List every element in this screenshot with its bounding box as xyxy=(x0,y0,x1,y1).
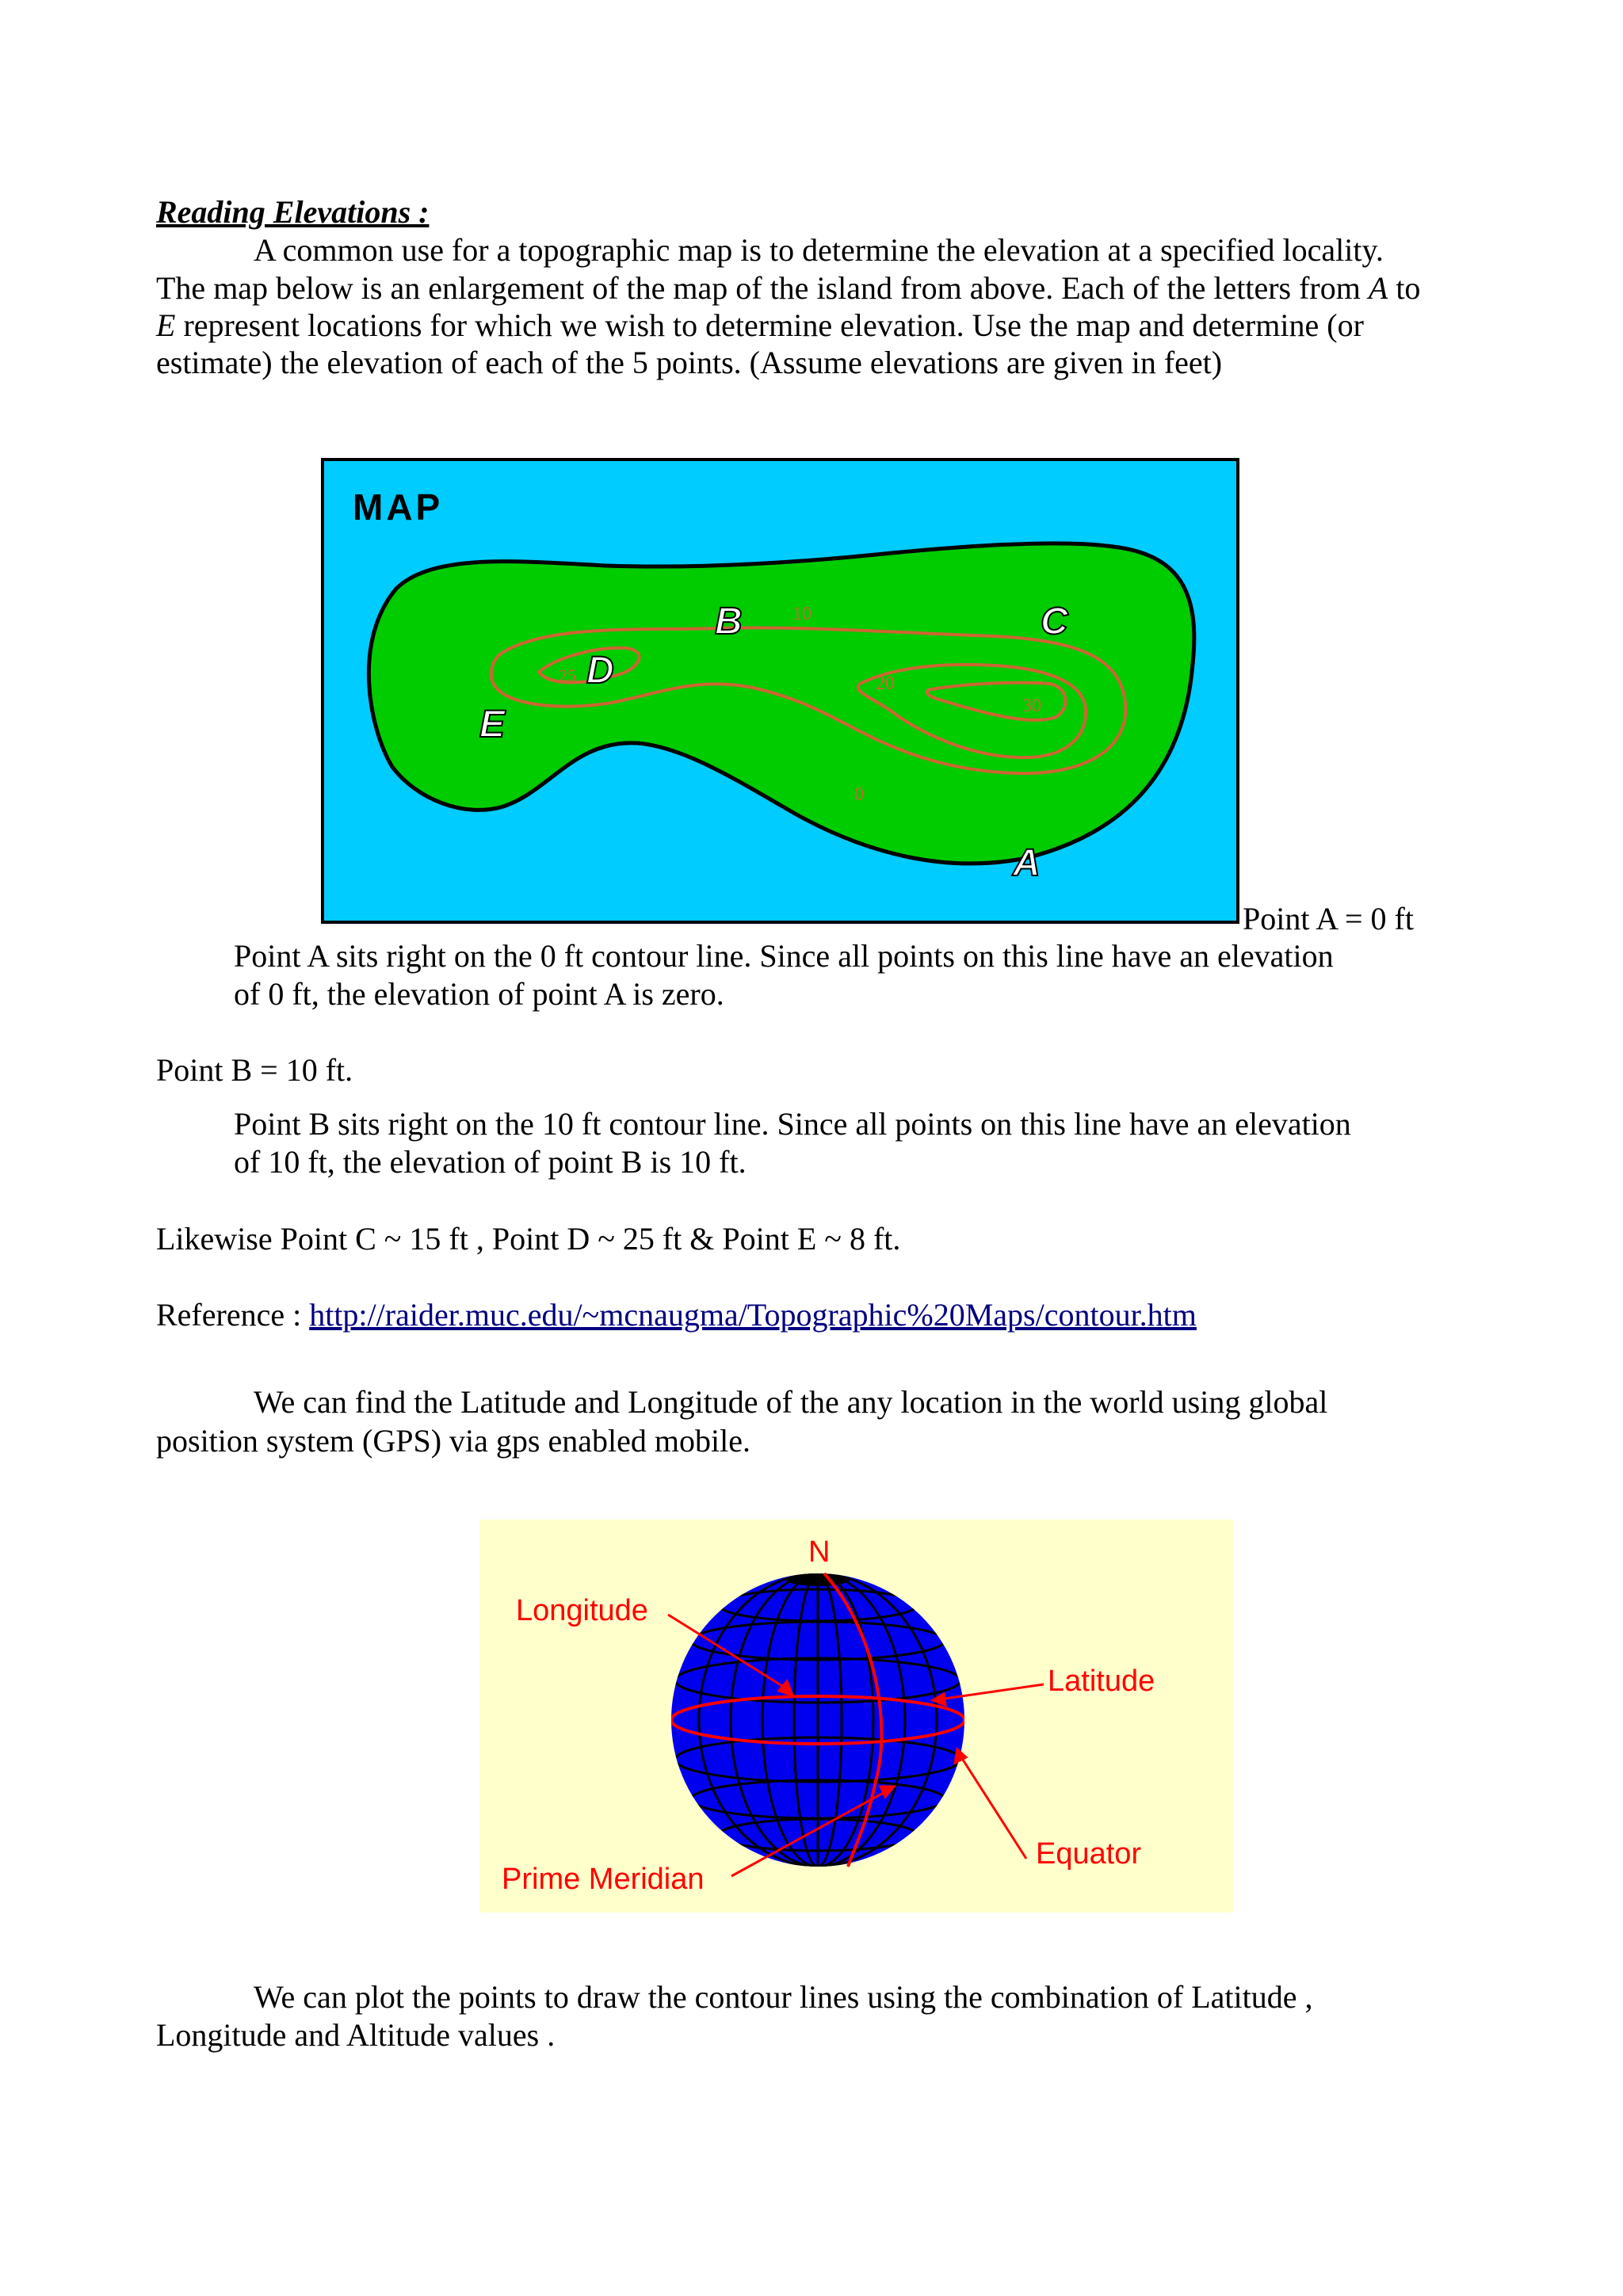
intro-line-1: A common use for a topographic map is to determine the elevation at a specified locality. xyxy=(254,232,1384,268)
point-a-label: A xyxy=(1013,842,1041,884)
conclusion-line-1: We can plot the points to draw the contour lines using the combination of Latitude , xyxy=(254,1979,1313,2015)
gps-line-1: We can find the Latitude and Longitude of the any location in the world using global xyxy=(254,1384,1328,1420)
equator-label: Equator xyxy=(1036,1837,1142,1871)
point-b-explanation-2: of 10 ft, the elevation of point B is 10 ft. xyxy=(234,1144,747,1180)
contour-label-0: 0 xyxy=(854,784,864,805)
reference-label: Reference : xyxy=(156,1297,310,1333)
topographic-map xyxy=(321,458,1239,924)
north-pole-cap xyxy=(786,1573,850,1586)
contour-label-25: 25 xyxy=(559,666,576,685)
intro-line-2: The map below is an enlargement of the map of the island from above. Each of the letters from A to xyxy=(156,270,1421,306)
point-d-label: D xyxy=(586,650,614,692)
reference-link[interactable]: http://raider.muc.edu/~mcnaugma/Topographic%20Maps/contour.htm xyxy=(309,1297,1197,1333)
point-b-explanation-1: Point B sits right on the 10 ft contour line. Since all points on this line have an elevation xyxy=(234,1106,1351,1142)
contour-label-10: 10 xyxy=(792,604,812,624)
intro-line-3: E represent locations for which we wish to determine elevation. Use the map and determine (or xyxy=(156,307,1364,343)
point-c-label: C xyxy=(1041,601,1068,643)
reference-line xyxy=(156,1296,1197,1334)
intro-line-4: estimate) the elevation of each of the 5 points. (Assume elevations are given in feet) xyxy=(156,345,1223,380)
contour-label-30: 30 xyxy=(1022,696,1041,716)
globe-diagram xyxy=(479,1520,1233,1913)
section-heading: Reading Elevations : xyxy=(156,194,430,230)
contour-label-20: 20 xyxy=(876,673,895,694)
point-e-label: E xyxy=(479,704,506,746)
point-b-answer: Point B = 10 ft. xyxy=(156,1052,353,1088)
conclusion-line-2: Longitude and Altitude values . xyxy=(156,2017,556,2053)
point-a-explanation-1: Point A sits right on the 0 ft contour line. Since all points on this line have an elevation xyxy=(234,938,1334,974)
likewise-summary: Likewise Point C ~ 15 ft , Point D ~ 25 ft & Point E ~ 8 ft. xyxy=(156,1221,901,1257)
point-b-label: B xyxy=(715,601,743,643)
longitude-label: Longitude xyxy=(516,1594,648,1627)
point-a-answer: Point A = 0 ft xyxy=(1243,901,1414,936)
north-label: N xyxy=(808,1535,831,1569)
latitude-label: Latitude xyxy=(1048,1665,1155,1698)
point-a-explanation-2: of 0 ft, the elevation of point A is zero. xyxy=(234,976,724,1012)
prime-meridian-label: Prime Meridian xyxy=(502,1863,705,1896)
gps-line-2: position system (GPS) via gps enabled mobile. xyxy=(156,1423,750,1459)
map-title: MAP xyxy=(353,486,444,528)
